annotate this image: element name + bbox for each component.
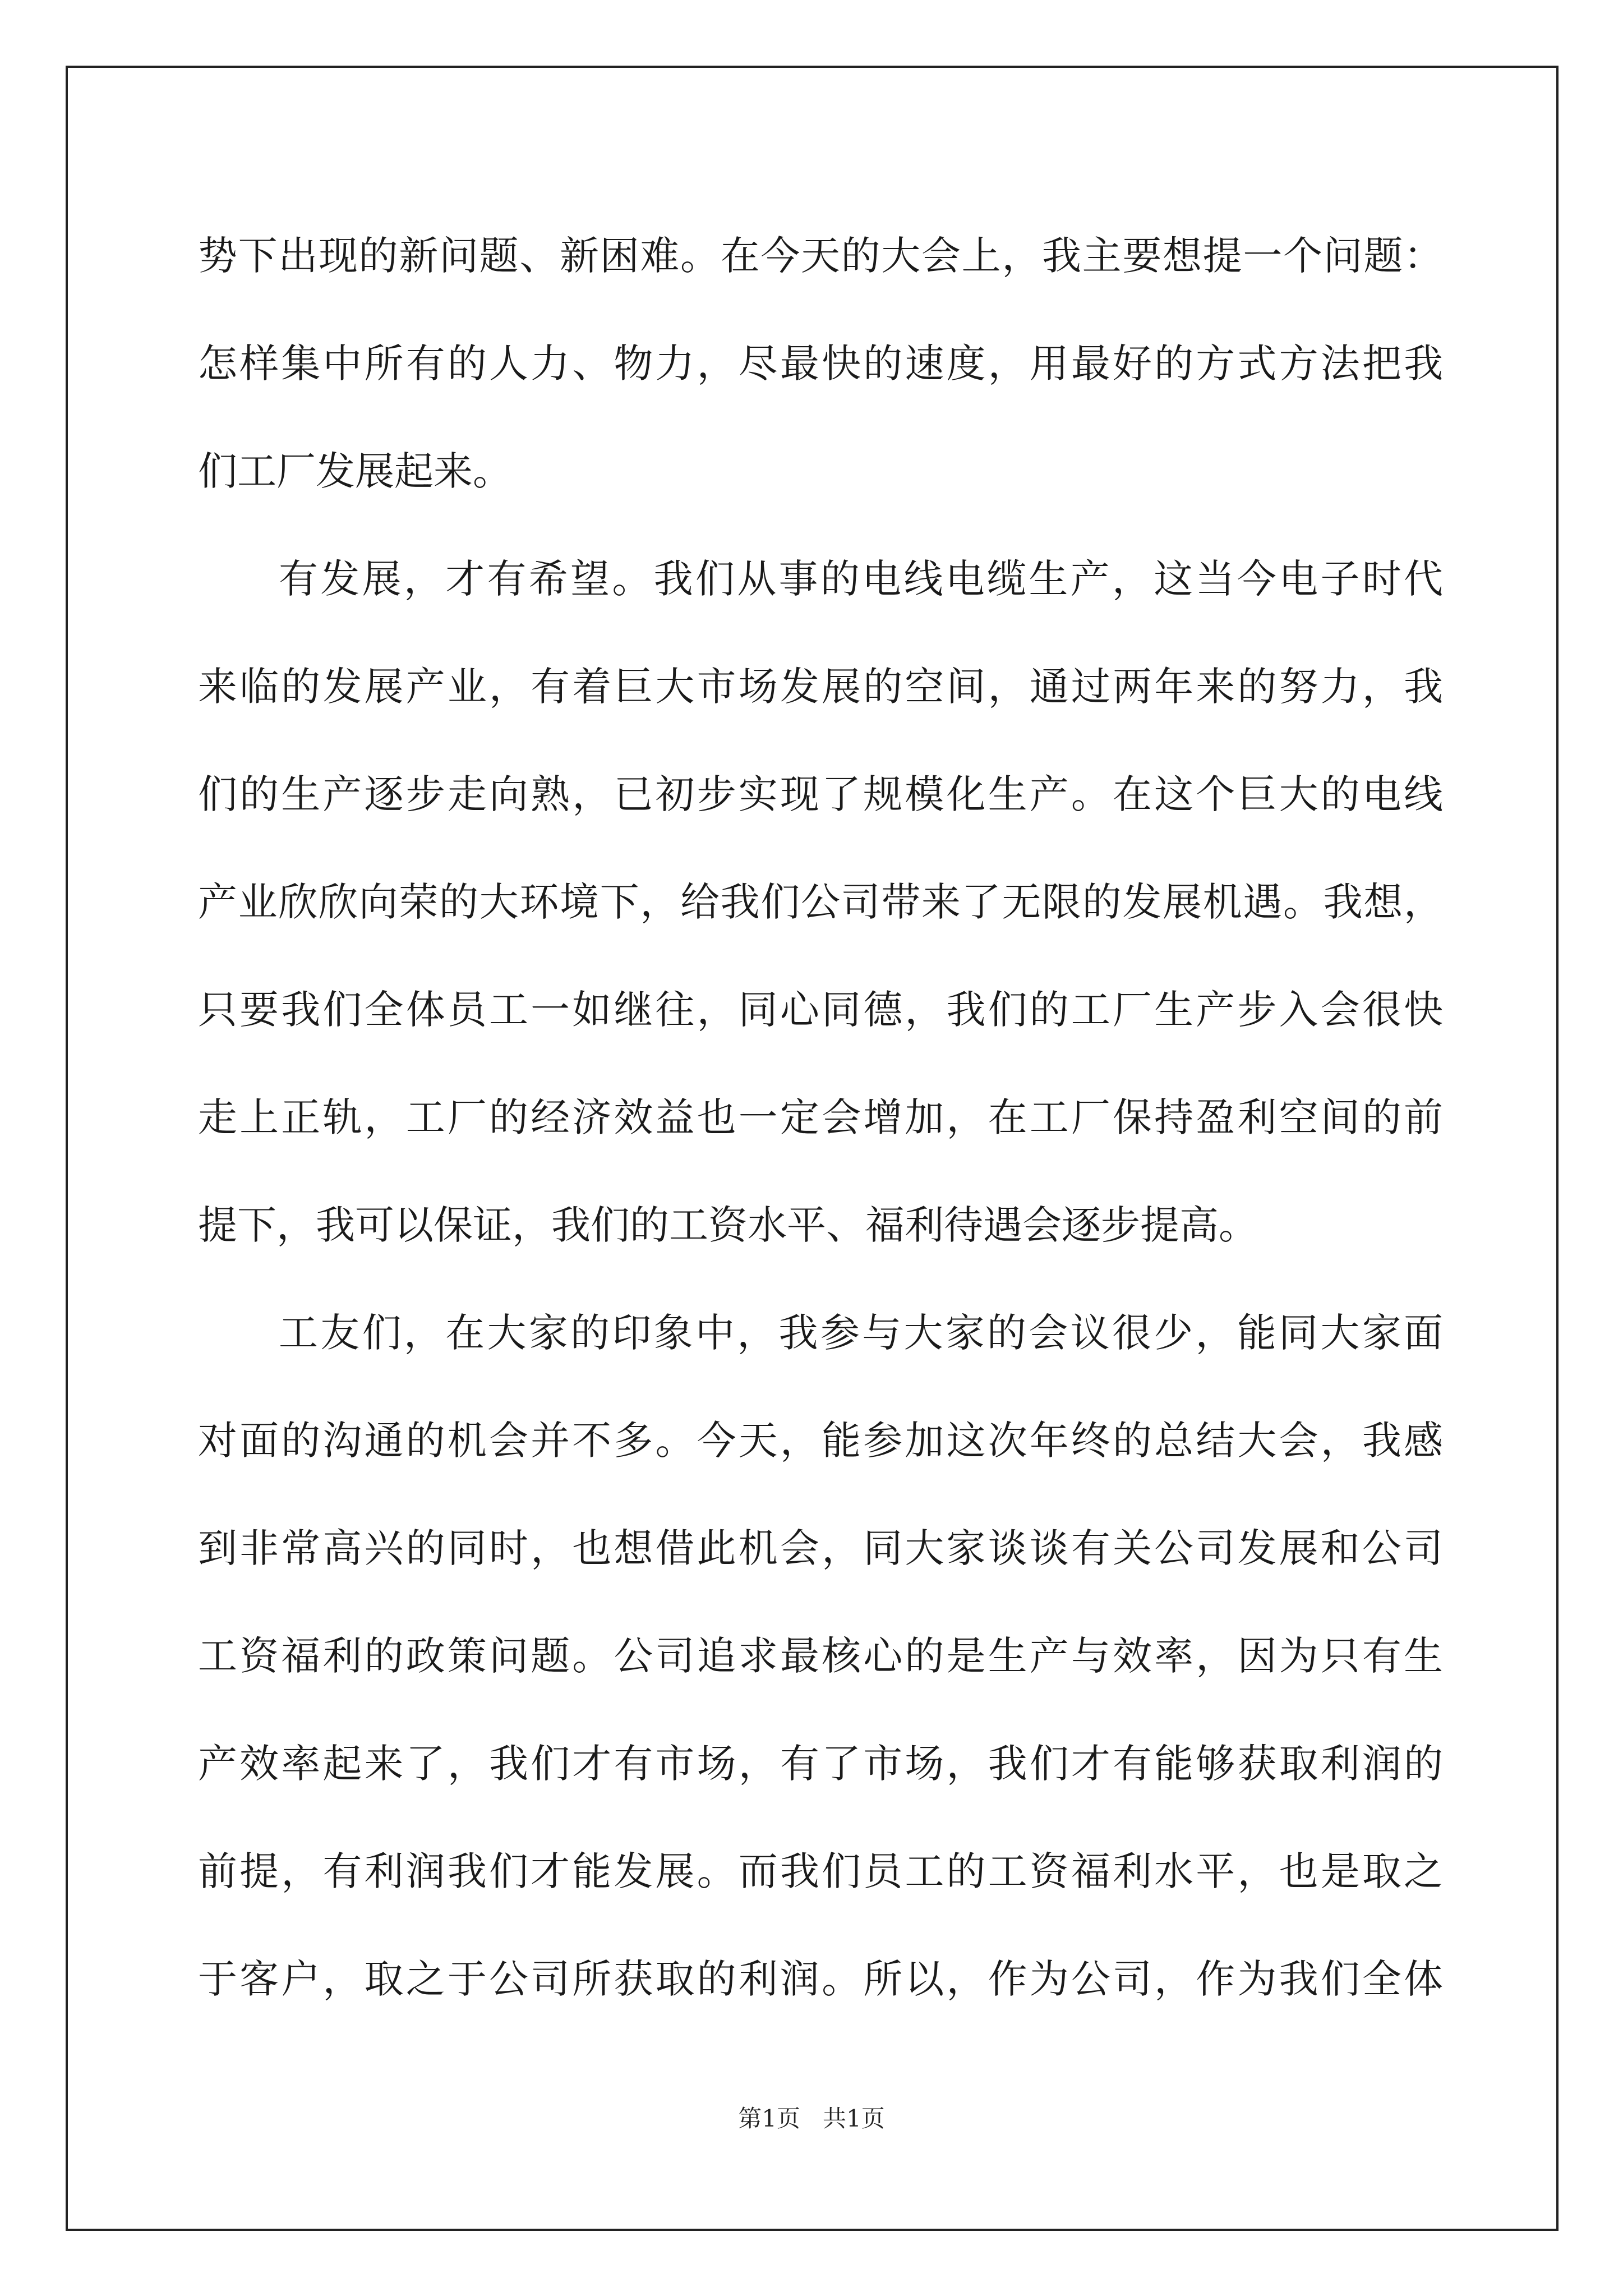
paragraph-start-line: 工友们，在大家的印象中，我参与大家的会议很少，能同大家面 [279,1310,1443,1356]
body-line: 产业欣欣向荣的大环境下，给我们公司带来了无限的发展机遇。我想， [198,879,1443,925]
body-line: 工资福利的政策问题。公司追求最核心的是生产与效率，因为只有生 [198,1633,1443,1679]
page-number-footer: 第1页 共1页 [738,2105,885,2132]
document-body [198,202,1443,2033]
body-line: 走上正轨，工厂的经济效益也一定会增加，在工厂保持盈利空间的前 [198,1094,1443,1140]
body-line: 来临的发展产业，有着巨大市场发展的空间，通过两年来的努力，我 [198,664,1443,710]
body-line: 势下出现的新问题、新困难。在今天的大会上，我主要想提一个问题： [198,233,1443,279]
body-line: 到非常高兴的同时，也想借此机会，同大家谈谈有关公司发展和公司 [198,1525,1443,1571]
body-line: 前提，有利润我们才能发展。而我们员工的工资福利水平，也是取之 [198,1848,1443,1894]
body-line: 于客户，取之于公司所获取的利润。所以，作为公司，作为我们全体 [198,1956,1443,2002]
body-line: 对面的沟通的机会并不多。今天，能参加这次年终的总结大会，我感 [198,1418,1443,1464]
body-line: 产效率起来了，我们才有市场，有了市场，我们才有能够获取利润的 [198,1741,1443,1787]
body-line: 怎样集中所有的人力、物力，尽最快的速度，用最好的方式方法把我 [198,341,1443,386]
body-line: 们工厂发展起来。 [198,448,512,494]
body-line: 提下，我可以保证，我们的工资水平、福利待遇会逐步提高。 [198,1202,1258,1248]
body-line: 只要我们全体员工一如继往，同心同德，我们的工厂生产步入会很快 [198,987,1443,1033]
body-line: 们的生产逐步走向熟，已初步实现了规模化生产。在这个巨大的电线 [198,771,1443,817]
paragraph-start-line: 有发展，才有希望。我们从事的电线电缆生产，这当今电子时代 [279,556,1443,602]
